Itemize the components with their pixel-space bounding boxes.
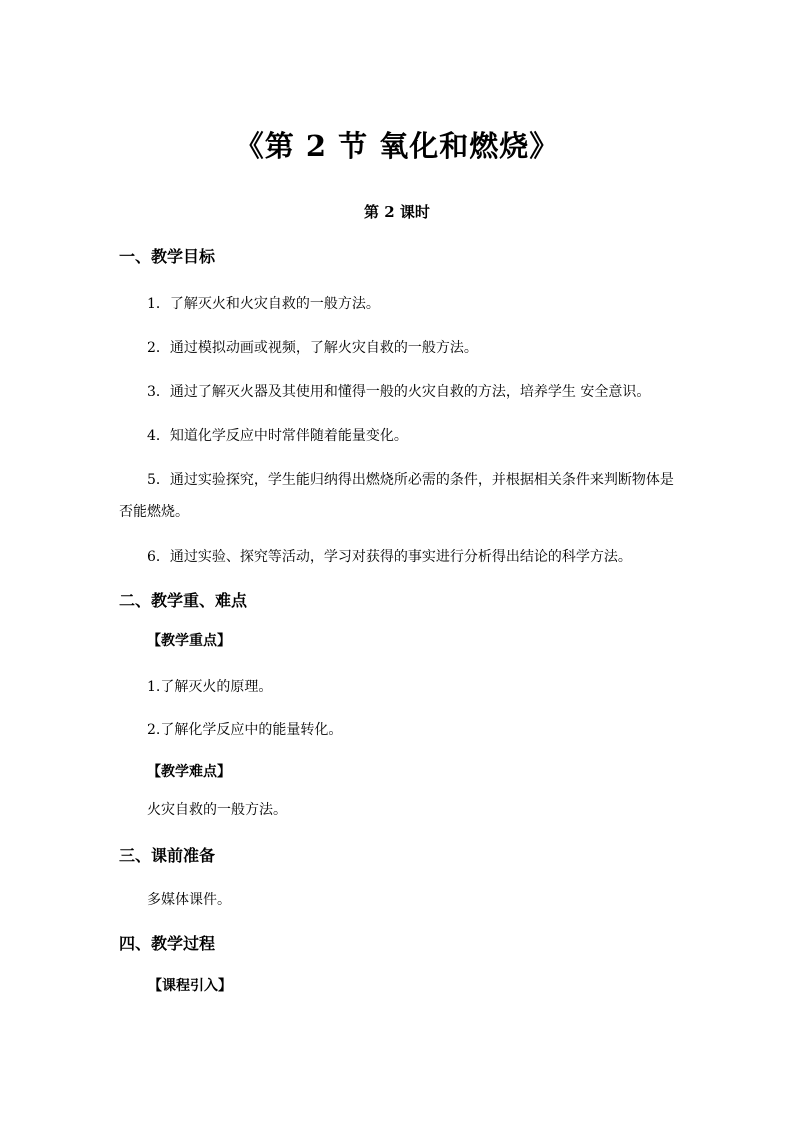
- section-heading-objectives: 一、教学目标: [119, 247, 216, 266]
- focus-item-2: 2.了解化学反应中的能量转化。: [147, 722, 343, 738]
- objective-item-5-continued: 否能燃烧。: [119, 504, 189, 520]
- section-heading-key-points: 二、教学重、难点: [119, 591, 248, 610]
- document-title: 《第 2 节 氧化和燃烧》: [234, 129, 560, 163]
- preparation-text: 多媒体课件。: [147, 892, 231, 908]
- difficulty-text: 火灾自救的一般方法。: [147, 802, 287, 818]
- objective-item-5: 5．通过实验探究，学生能归纳得出燃烧所必需的条件，并根据相关条件来判断物体是: [147, 472, 674, 488]
- objective-item-4: 4．知道化学反应中时常伴随着能量变化。: [147, 428, 408, 444]
- section-heading-preparation: 三、课前准备: [119, 846, 216, 865]
- objective-item-1: 1．了解灭火和火灾自救的一般方法。: [147, 296, 380, 312]
- focus-label: 【教学重点】: [147, 633, 231, 649]
- objective-item-3: 3．通过了解灭火器及其使用和懂得一般的火灾自救的方法，培养学生 安全意识。: [147, 384, 651, 400]
- objective-item-6: 6．通过实验、探究等活动，学习对获得的事实进行分析得出结论的科学方法。: [147, 549, 632, 565]
- focus-item-1: 1.了解灭火的原理。: [147, 679, 273, 695]
- difficulty-label: 【教学难点】: [147, 764, 231, 780]
- document-subtitle: 第 2 课时: [364, 203, 430, 221]
- objective-item-2: 2．通过模拟动画或视频，了解火灾自救的一般方法。: [147, 340, 478, 356]
- intro-label: 【课程引入】: [148, 978, 232, 994]
- section-heading-process: 四、教学过程: [119, 934, 216, 953]
